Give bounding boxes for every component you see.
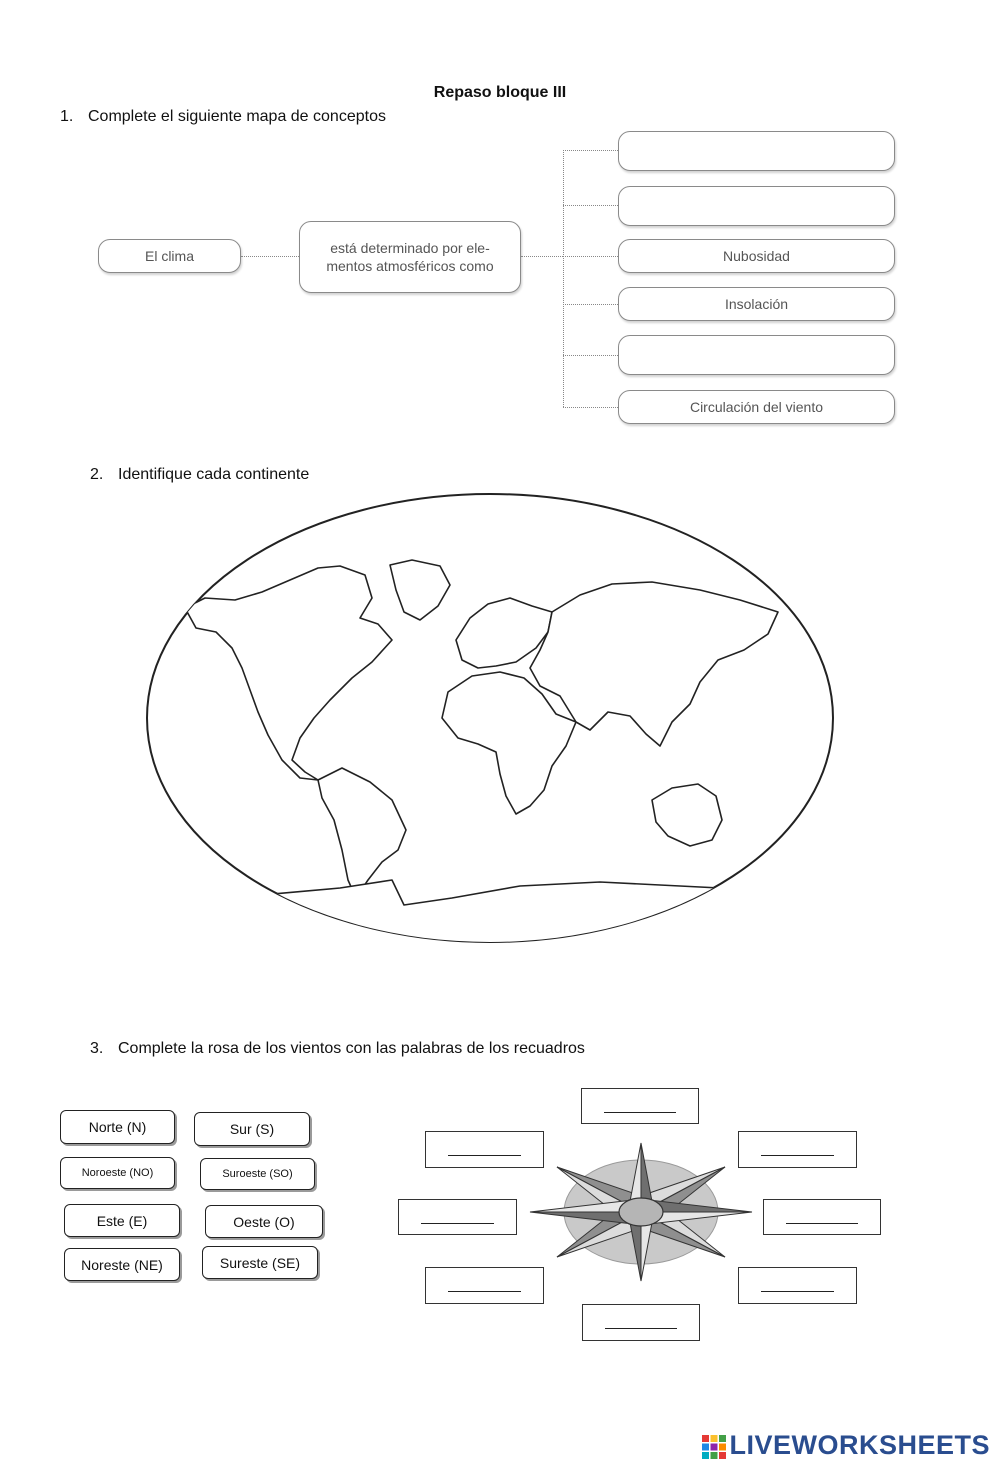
concept-branch-label: Insolación [724,295,789,312]
question-2-text: Identifique cada continente [118,466,310,483]
compass-center [619,1198,663,1226]
concept-middle-line-1: está determinado por ele- [330,239,490,256]
answer-box-southwest[interactable] [425,1267,544,1304]
question-3-text: Complete la rosa de los vientos con las palabras de los recuadros [118,1040,585,1057]
option-oeste[interactable]: Oeste (O) [205,1205,323,1238]
option-noroeste[interactable]: Noroeste (NO) [60,1157,175,1189]
answer-box-southeast[interactable] [738,1267,857,1304]
concept-branch-label: Circulación del viento [689,398,824,415]
answer-box-west[interactable] [398,1199,517,1235]
option-sur[interactable]: Sur (S) [194,1112,310,1146]
concept-middle-line-2: mentos atmosféricos como [326,258,494,274]
option-noreste[interactable]: Noreste (NE) [64,1248,180,1281]
answer-box-northeast[interactable] [738,1131,857,1168]
option-suroeste[interactable]: Suroeste (SO) [200,1158,315,1190]
question-3-number: 3. [90,1040,104,1057]
answer-box-northwest[interactable] [425,1131,544,1168]
answer-box-south[interactable] [582,1304,700,1341]
concept-root-label: El clima [144,247,194,264]
concept-branch-label: Nubosidad [723,247,790,264]
question-2-number: 2. [90,466,104,483]
brand-icon [701,1434,727,1460]
page-title: Repaso bloque III [433,84,567,101]
option-este[interactable]: Este (E) [64,1204,180,1237]
brand-logo [701,1430,990,1461]
option-sureste[interactable]: Sureste (SE) [202,1246,318,1279]
answer-box-north[interactable] [581,1088,699,1124]
question-1-text: Complete el siguiente mapa de conceptos [88,108,386,125]
question-1-number: 1. [60,108,74,125]
option-norte[interactable]: Norte (N) [60,1110,175,1144]
brand-name: LIVEWORKSHEETS [729,1430,990,1460]
answer-box-east[interactable] [763,1199,881,1235]
